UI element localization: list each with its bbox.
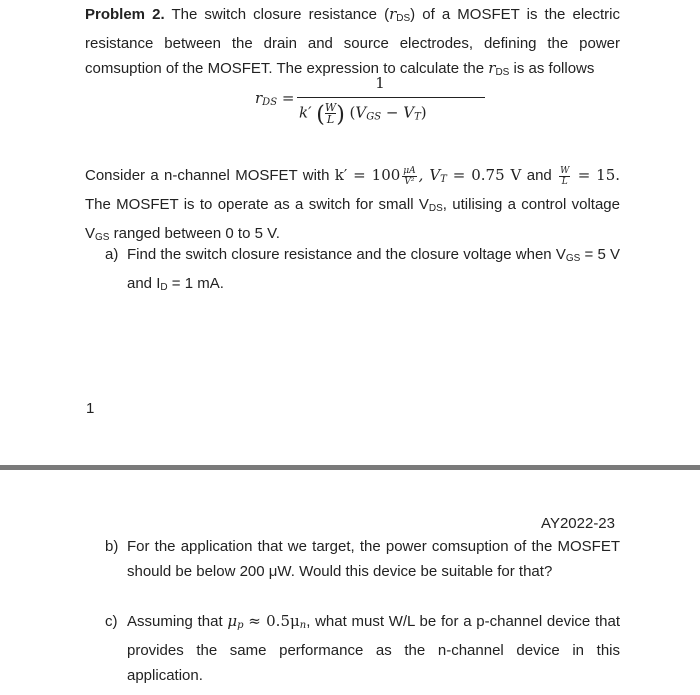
part-a-text: Find the switch closure resistance and the closure voltage when $V_{GS} = 5$ V and $I_D = 1$ mA. [127,246,620,293]
intro-text-c: is as follows [513,60,595,77]
part-b-text: For the application that we target, the power comsuption of the MOSFET should be below 200 μW. Would this device be suitable for that? [127,538,620,580]
part-c-text: Assuming that $\mu_p \approx 0.5\mu_n$, what must W/L be for a p-channel device that provides the same performance as the n-channel device in this application. [127,612,620,684]
intro-text-b: ) of a MOSFET is the electric resistance between the drain and source electrodes, defining the power comsuption of the MOSFET. The expression to calculate the [85,6,620,77]
r-subscript: DS [396,13,411,24]
vt-expr: , $V_T = 0.75$ V [418,166,522,185]
r-subscript-2: DS [495,67,510,78]
vgs-subscript: GS [95,232,110,243]
k-prime-expr: k′ = 100 [334,166,401,184]
wl-value: = 15. [577,166,621,184]
and-text: and [526,167,552,184]
equation-numerator: 1 [375,74,385,92]
fraction-bar [297,97,485,98]
consider-text-b: The MOSFET is to operate as a switch for small V [85,196,429,213]
part-a-label: a) [105,246,119,263]
consider-text-d: ranged between 0 to 5 V. [113,225,280,242]
page-number: 1 [86,400,95,417]
equation-lhs: $r_{DS}$ = [255,89,295,108]
rds-equation [255,74,495,134]
problem-intro [85,2,620,85]
consider-text-c: , utilising a control voltage V [85,196,620,242]
k-units-fraction: $\frac{\mu A}{\text{V²}}$ [403,165,416,187]
r-symbol-2: r [488,59,496,77]
part-c-label: c) [105,613,118,630]
consider-paragraph [85,163,620,250]
r-symbol: r [389,5,397,23]
problem-label: Problem 2. [85,6,165,23]
intro-text-a: The switch closure resistance ( [171,6,390,23]
part-b-label: b) [105,538,119,555]
course-tag: AY2022-23 [541,515,615,532]
vds-subscript: DS [428,203,443,214]
consider-text-a: Consider a n-channel MOSFET with [85,167,330,184]
wl-fraction: $\frac{W}{L}$ [560,165,570,187]
equation-denominator: k′ ( $\frac{W}{L}$ ) $(V_{GS} - V_T)$ [299,101,427,128]
